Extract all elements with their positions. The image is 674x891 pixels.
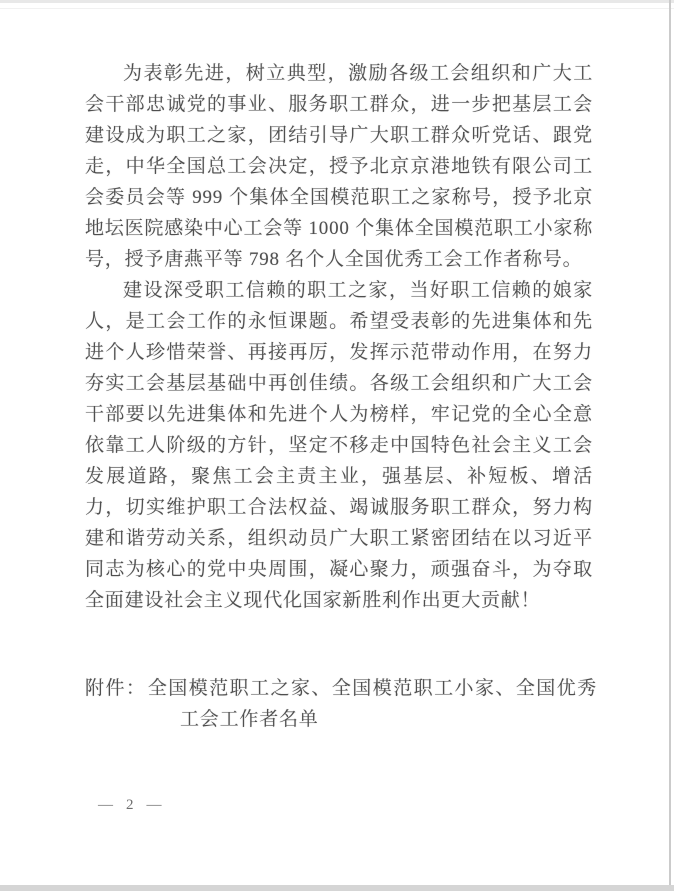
page-number-dash-left: — — [98, 797, 113, 813]
document-body — [85, 58, 593, 616]
attachment-text: 全国模范职工之家、全国模范职工小家、全国优秀工会工作者名单 — [147, 678, 597, 730]
page-number — [98, 795, 162, 815]
scan-edge-top — [0, 0, 674, 3]
body-paragraph-exhortation: 建设深受职工信赖的职工之家，当好职工信赖的娘家人，是工会工作的永恒课题。希望受表彰的先进集体和先进个人珍惜荣誉、再接再厉，发挥示范带动作用，在努力夯实工会基层基础中再创佳绩。各级工会组织和广大工会干部要以先进集体和先进个人为榜样，牢记党的全心全意依靠工人阶级的方针，坚定不移走中国特色社会主义工会发展道路，聚焦工会主责主业，强基层、补短板、增活力，切实维护职工合法权益、竭诚服务职工群众，努力构建和谐劳动关系，组织动员广大职工紧密团结在以习近平同志为核心的党中央周围，凝心聚力，顽强奋斗，为夺取全面建设社会主义现代化国家新胜利作出更大贡献！ — [85, 280, 593, 611]
body-paragraph-commendation: 为表彰先进，树立典型，激励各级工会组织和广大工会干部忠诚党的事业、服务职工群众，进一步把基层工会建设成为职工之家，团结引导广大职工群众听党话、跟党走，中华全国总工会决定，授予北京京港地铁有限公司工会委员会等 999 个集体全国模范职工之家称号，授予北京地坛医院感染中心工会等 1000 个集体全国模范职工小家称号，授予唐燕平等 798 名个人全国优秀工会工作者称号。 — [85, 63, 593, 270]
page-number-value: 2 — [126, 797, 134, 813]
attachment-label: 附件： — [85, 678, 147, 699]
scan-artifact-line — [0, 8, 674, 9]
scan-edge-bottom — [0, 885, 674, 891]
page-number-dash-right: — — [146, 797, 162, 813]
attachment-note — [85, 673, 597, 735]
scan-edge-right — [669, 0, 671, 891]
